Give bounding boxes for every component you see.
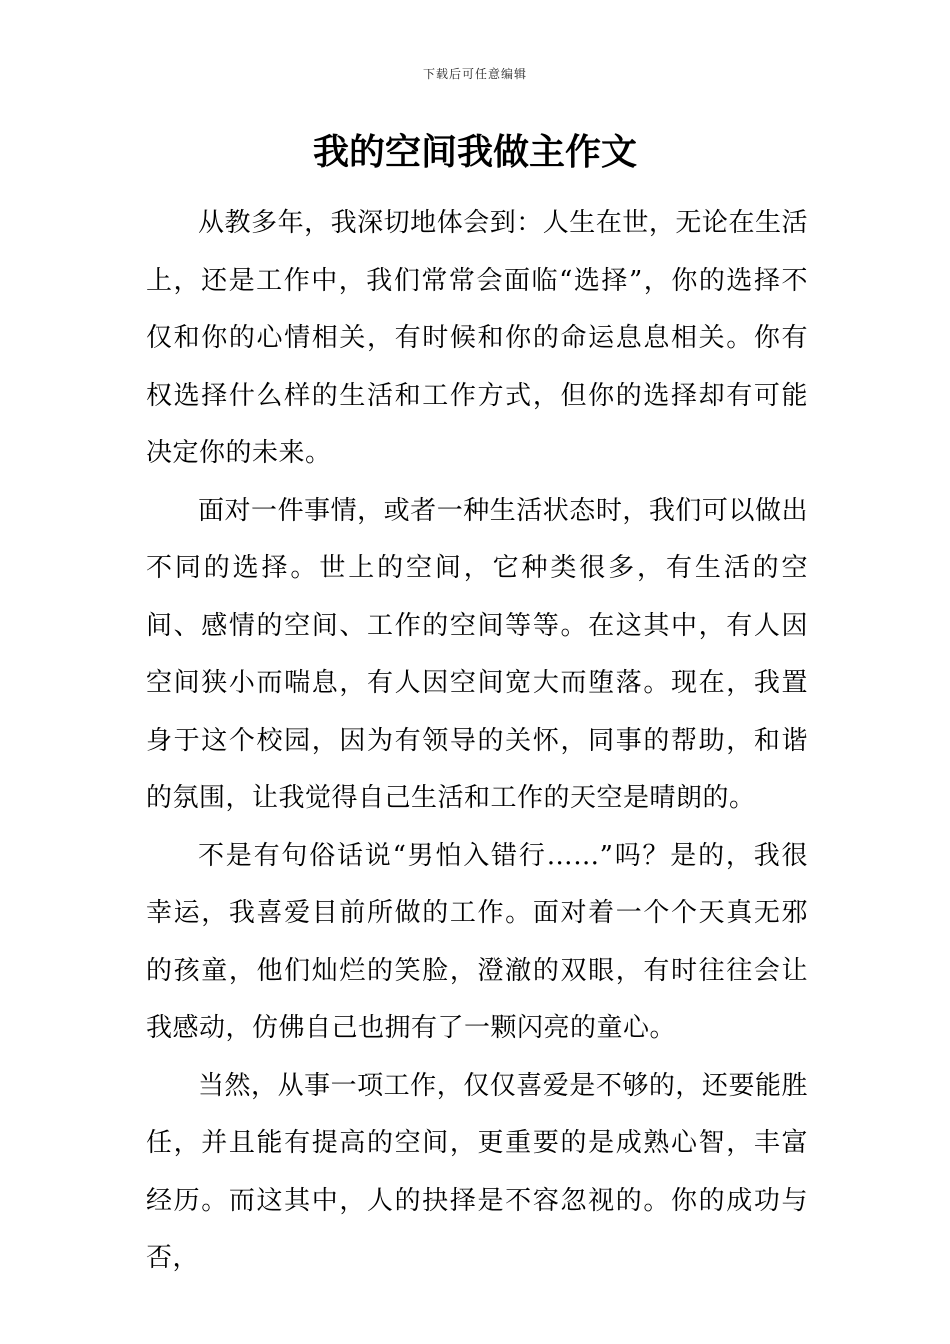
body-text (146, 195, 808, 1288)
paragraph-2: 面对一件事情，或者一种生活状态时，我们可以做出不同的选择。世上的空间，它种类很多，有生活的空间、感情的空间、工作的空间等等。在这其中，有人因空间狭小而喘息，有人因空间宽大而堕落。现在，我置身于这个校园，因为有领导的关怀，同事的帮助，和谐的氛围，让我觉得自己生活和工作的天空是晴朗的。 (146, 495, 808, 813)
document-title: 我的空间我做主作文 (312, 132, 637, 173)
paragraph-4: 当然，从事一项工作，仅仅喜爱是不够的，还要能胜任，并且能有提高的空间，更重要的是成熟心智，丰富经历。而这其中，人的抉择是不容忽视的。你的成功与否， (146, 1070, 808, 1273)
header-note: 下载后可任意编辑 (422, 67, 527, 81)
paragraph-1: 从教多年，我深切地体会到：人生在世，无论在生活上，还是工作中，我们常常会面临“选择”，你的选择不仅和你的心情相关，有时候和你的命运息息相关。你有权选择什么样的生活和工作方式，但你的选择却有可能决定你的未来。 (146, 208, 808, 468)
paragraph-3: 不是有句俗话说“男怕入错行……”吗？是的，我很幸运，我喜爱目前所做的工作。面对着一个个天真无邪的孩童，他们灿烂的笑脸，澄澈的双眼，有时往往会让我感动，仿佛自己也拥有了一颗闪亮的童心。 (146, 840, 808, 1043)
